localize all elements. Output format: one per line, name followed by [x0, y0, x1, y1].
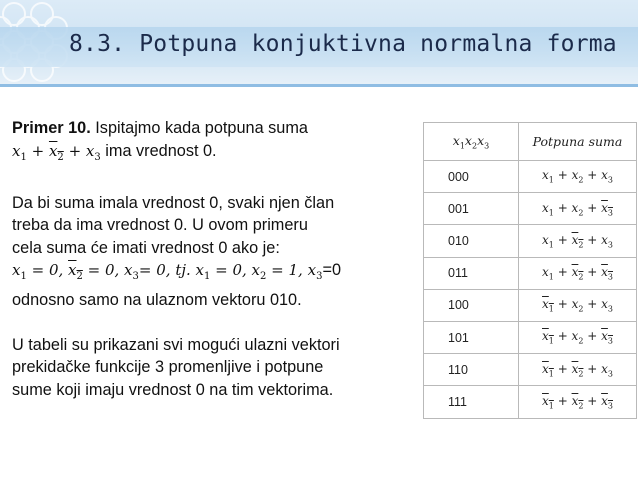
- explanation-line-5: odnosno samo na ulaznom vektoru 010.: [12, 290, 302, 309]
- table-row: [424, 225, 637, 257]
- table-row: [424, 193, 637, 225]
- example-paragraph: [12, 117, 412, 169]
- sum-term-cell: [519, 193, 637, 225]
- example-suffix: ima vrednost 0.: [100, 141, 217, 160]
- sum-term-cell: [519, 321, 637, 353]
- table-row: [424, 354, 637, 386]
- sum-term: $x_1 + x_2 + x_3$: [542, 361, 613, 378]
- sum-term: $x_1 + x_2 + x_3$: [542, 393, 613, 411]
- input-vector-cell: 011: [424, 257, 519, 289]
- sum-term-cell: [519, 225, 637, 257]
- table-row: [424, 321, 637, 353]
- input-vector-cell: 111: [424, 386, 519, 418]
- explanation-paragraph: Da bi suma imala vrednost 0, svaki njen član treba da ima vrednost 0. U ovom primeru cela suma će imati vrednost 0 ako je: $x_1 = 0$, $x_2 = 0$, $x_3= 0$, tj. $x_1 = 0$, $x_2 = 1$, $x_3=0$ odnosno samo na ulaznom vektoru 010.: [12, 193, 342, 309]
- description-line-1: U tabeli su prikazani svi mogući ulazni vektori: [12, 335, 340, 354]
- input-vector-cell: 001: [424, 193, 519, 225]
- table-body: [424, 161, 637, 419]
- sum-term: $x_1 + x_2 + x_3$: [542, 329, 613, 346]
- sum-expression: $x_1 + x_2 + x_3$: [12, 141, 101, 163]
- table-header-row: [424, 123, 637, 161]
- input-vector-cell: 100: [424, 289, 519, 321]
- explanation-line-1: Da bi suma imala vrednost 0, svaki njen član: [12, 193, 335, 212]
- sum-term: $x_1 + x_2 + x_3$: [542, 297, 613, 314]
- condition-formula: $x_1 = 0$, $x_2 = 0$, $x_3= 0$, tj. $x_1 = 0$, $x_2 = 1$, $x_3$: [12, 261, 323, 282]
- slide-header: [0, 0, 638, 84]
- explanation-line-2: treba da ima vrednost 0. U ovom primeru: [12, 216, 308, 234]
- slide-title: 8.3. Potpuna konjuktivna normalna forma: [69, 31, 617, 57]
- input-vector-cell: 000: [424, 161, 519, 193]
- header-vector: $x_1x_2x_3$: [424, 123, 519, 161]
- header-divider: [0, 84, 638, 87]
- sum-term-cell: [519, 386, 637, 418]
- example-text: Ispitajmo kada potpuna suma: [90, 119, 308, 137]
- full-sum-table: [423, 122, 637, 419]
- sum-term: $x_1 + x_2 + x_3$: [542, 200, 613, 217]
- example-label: Primer 10.: [12, 119, 91, 137]
- header-sum: Potpuna suma: [519, 123, 637, 161]
- table-row: [424, 161, 637, 193]
- sum-term-cell: [519, 257, 637, 289]
- sum-term: $x_1 + x_2 + x_3$: [542, 232, 613, 250]
- explanation-line-3: cela suma će imati vrednost 0 ako je:: [12, 238, 280, 257]
- sum-term-cell: [519, 289, 637, 321]
- slide-body: [12, 117, 412, 401]
- input-vector-cell: 010: [424, 225, 519, 257]
- table-row: [424, 257, 637, 289]
- sum-term: $x_1 + x_2 + x_3$: [542, 168, 613, 185]
- table-description-paragraph: [12, 334, 412, 402]
- input-vector-cell: 110: [424, 354, 519, 386]
- description-line-2: prekidačke funkcije 3 promenljive i potpune: [12, 358, 324, 376]
- input-vector-cell: 101: [424, 321, 519, 353]
- description-line-3: sume koji imaju vrednost 0 na tim vektorima.: [12, 380, 334, 399]
- sum-term-cell: [519, 354, 637, 386]
- sum-term: $x_1 + x_2 + x_3$: [542, 264, 613, 282]
- table-row: [424, 289, 637, 321]
- table-row: [424, 386, 637, 418]
- sum-term-cell: [519, 161, 637, 193]
